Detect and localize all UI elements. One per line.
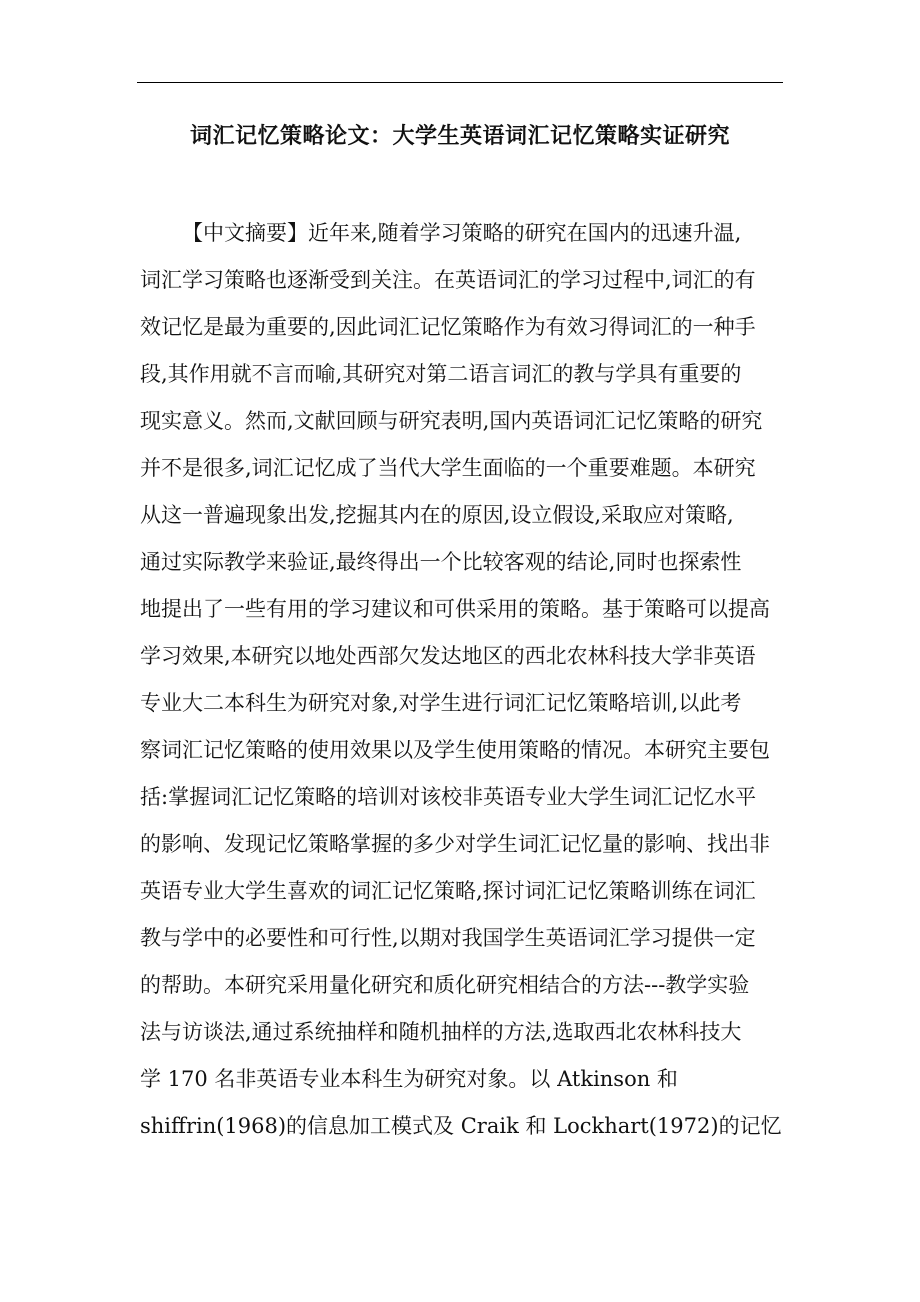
abstract-line: 并不是很多,词汇记忆成了当代大学生面临的一个重要难题。本研究 [140, 456, 756, 480]
abstract-line: 词汇学习策略也逐渐受到关注。在英语词汇的学习过程中,词汇的有 [140, 268, 756, 292]
abstract-line: 专业大二本科生为研究对象,对学生进行词汇记忆策略培训,以此考 [140, 691, 742, 715]
abstract-line: 英语专业大学生喜欢的词汇记忆策略,探讨词汇记忆策略训练在词汇 [140, 879, 756, 903]
abstract-line: 法与访谈法,通过系统抽样和随机抽样的方法,选取西北农林科技大 [140, 1020, 742, 1044]
abstract-line: 的帮助。本研究采用量化研究和质化研究相结合的方法---教学实验 [140, 973, 750, 997]
abstract-line: 通过实际教学来验证,最终得出一个比较客观的结论,同时也探索性 [140, 550, 742, 574]
abstract-line: 段,其作用就不言而喻,其研究对第二语言词汇的教与学具有重要的 [140, 362, 742, 386]
abstract-paragraph [140, 210, 790, 1150]
abstract-line: 察词汇记忆策略的使用效果以及学生使用策略的情况。本研究主要包 [140, 738, 770, 762]
abstract-line: 现实意义。然而,文献回顾与研究表明,国内英语词汇记忆策略的研究 [140, 409, 763, 433]
abstract-line: 学 170 名非英语专业本科生为研究对象。以 Atkinson 和 [140, 1067, 678, 1091]
header-rule [137, 82, 783, 83]
abstract-line: 【中文摘要】近年来,随着学习策略的研究在国内的迅速升温, [182, 221, 742, 245]
abstract-line: 从这一普遍现象出发,挖掘其内在的原因,设立假设,采取应对策略, [140, 503, 734, 527]
abstract-line: 括:掌握词汇记忆策略的培训对该校非英语专业大学生词汇记忆水平 [140, 785, 757, 809]
abstract-line: 地提出了一些有用的学习建议和可供采用的策略。基于策略可以提高 [140, 597, 770, 621]
document-title: 词汇记忆策略论文：大学生英语词汇记忆策略实证研究 [189, 123, 730, 149]
abstract-line: shiffrin(1968)的信息加工模式及 Craik 和 Lockhart(1972)的记忆 [140, 1114, 782, 1138]
abstract-line: 的影响、发现记忆策略掌握的多少对学生词汇记忆量的影响、找出非 [140, 832, 770, 856]
abstract-line: 学习效果,本研究以地处西部欠发达地区的西北农林科技大学非英语 [140, 644, 756, 668]
abstract-line: 效记忆是最为重要的,因此词汇记忆策略作为有效习得词汇的一种手 [140, 315, 756, 339]
abstract-line: 教与学中的必要性和可行性,以期对我国学生英语词汇学习提供一定 [140, 926, 756, 950]
